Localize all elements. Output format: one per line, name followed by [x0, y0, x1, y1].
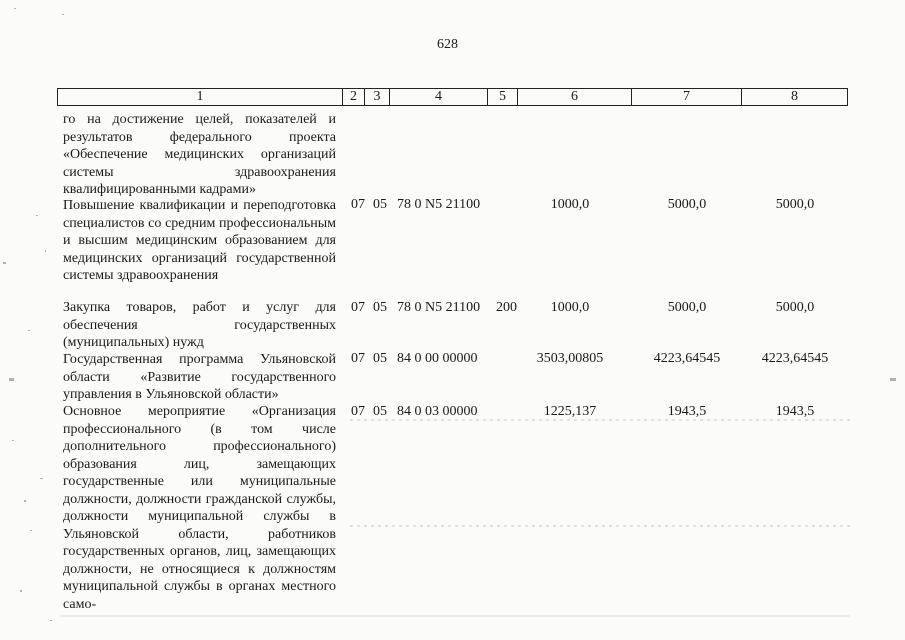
- cell-amount-6: 3503,00805: [536, 351, 604, 366]
- header-col-1: 1: [57, 88, 343, 106]
- cell-subsection: 05: [373, 300, 387, 315]
- header-col-7: 7: [632, 88, 742, 106]
- cell-amount-6: 1000,0: [550, 300, 590, 315]
- header-col-3: 3: [365, 88, 390, 106]
- page-number: 628: [437, 37, 458, 52]
- cell-section: 07: [351, 351, 365, 366]
- cell-amount-8: 5000,0: [775, 300, 815, 315]
- cell-amount-7: 4223,64545: [653, 351, 721, 366]
- cell-amount-6: 1000,0: [550, 197, 590, 212]
- header-col-6: 6: [518, 88, 632, 106]
- cell-target-article: 78 0 N5 21100: [397, 197, 481, 212]
- cell-amount-8: 4223,64545: [761, 351, 829, 366]
- cell-section: 07: [351, 404, 365, 419]
- cell-subsection: 05: [373, 197, 387, 212]
- cell-target-article: 84 0 00 00000: [397, 351, 478, 366]
- header-col-2: 2: [343, 88, 365, 106]
- cell-section: 07: [351, 197, 365, 212]
- cell-target-article: 78 0 N5 21100: [397, 300, 481, 315]
- cell-amount-6: 1225,137: [543, 404, 597, 419]
- cell-amount-8: 1943,5: [775, 404, 815, 419]
- cell-section: 07: [351, 300, 365, 315]
- cell-subsection: 05: [373, 351, 387, 366]
- cell-target-article: 84 0 03 00000: [397, 404, 478, 419]
- row-description: го на достижение целей, показателей и результатов федерального проекта «Обеспечение медицинских организаций системы здравоохранения квалифицированными кадрами»: [63, 112, 336, 197]
- cell-amount-7: 1943,5: [667, 404, 707, 419]
- cell-subsection: 05: [373, 404, 387, 419]
- cell-amount-8: 5000,0: [775, 197, 815, 212]
- cell-amount-7: 5000,0: [667, 197, 707, 212]
- header-col-4: 4: [390, 88, 488, 106]
- cell-expense-type: 200: [496, 300, 517, 315]
- row-description: Повышение квалификации и переподготовка специалистов со средним профессиональным и высшим медицинским образованием для медицинских организаций государственной системы здравоохранения: [63, 198, 336, 283]
- header-col-8: 8: [742, 88, 848, 106]
- row-description: Основное мероприятие «Организация профессионального (в том числе дополнительного профессионального) образования лиц, замещающих государственные или муниципальные должности, должности гражданской службы, должности муниципальной службы в Ульяновской области, работников государственных органов, лиц, замещающих должности, не относящиеся к должностям муниципальной службы в органах местного само-: [63, 404, 336, 612]
- header-col-5: 5: [488, 88, 518, 106]
- cell-amount-7: 5000,0: [667, 300, 707, 315]
- row-description: Государственная программа Ульяновской области «Развитие государственного управления в Ульяновской области»: [63, 352, 336, 402]
- row-description: Закупка товаров, работ и услуг для обеспечения государственных (муниципальных) нужд: [63, 300, 336, 350]
